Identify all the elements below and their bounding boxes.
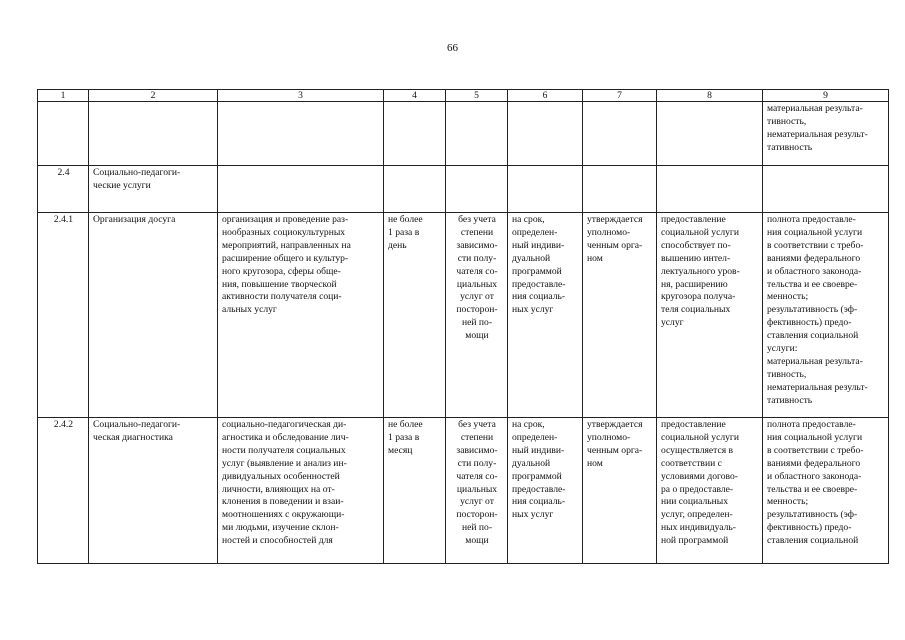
text-line: ческие услуги [93,179,151,191]
text-line: определен- [512,226,558,238]
text-line: ности получателя социальных [222,444,346,456]
text-line: ния социальной услуги [767,431,863,443]
text-line: услуги: [767,343,798,355]
text-line: дуальной [512,457,551,469]
conditions-cell [657,418,763,564]
conditions-cell [657,213,763,418]
text-line: полнота предоставле- [767,419,856,430]
text-line: активности получателя соци- [222,291,342,303]
service-name [89,213,218,418]
text-line: ческая диагностика [93,431,173,443]
table-row-2-4-1 [38,213,889,418]
text-line: материальная результа- [767,355,863,367]
text-line: личности, влияющих на от- [222,483,335,495]
text-line: фективность) предо- [767,522,852,534]
text-line: ном [587,457,603,469]
text-line: предоставле- [512,278,566,290]
text-line: циальных [456,278,498,290]
text-line: предоставление [661,419,726,430]
text-line: ния социаль- [512,496,566,508]
service-description [218,418,384,564]
text-line: месяц [388,444,413,456]
table-row-continuation [38,102,889,166]
text-line: предоставле- [512,483,566,495]
text-line: вышению интел- [661,252,731,264]
text-line: ставления социальной [767,535,859,547]
text-line: определен- [512,431,558,443]
text-line: в соответствии с требо- [767,239,864,251]
text-line: чателя со- [456,265,498,277]
text-line: без учета [458,419,496,430]
text-line: теля социальных [661,304,731,316]
indicators-cell [763,418,889,564]
text-line: ней по- [461,317,493,329]
text-line: организация и проведение раз- [222,214,349,225]
text-line: ной программой [661,535,729,547]
text-line: ных услуг [512,304,554,316]
text-line: на срок, [512,419,545,430]
text-line: и областного законода- [767,470,862,482]
service-description [218,213,384,418]
text-line: ня, расширению [661,278,728,290]
text-line: Социально-педагоги- [93,419,181,430]
text-line: результативность (эф- [767,509,858,521]
text-line: ных услуг [512,509,554,521]
text-line: не более [388,214,423,225]
term-cell [508,418,583,564]
text-line: не более [388,419,423,430]
text-line: 1 раза в [388,226,420,238]
text-line: зависимо- [456,239,498,251]
text-line: ваниями федерального [767,457,861,469]
text-line: ми людьми, изучение склон- [222,522,339,534]
text-line: дивидуальных особенностей [222,470,340,482]
column-header: 6 [508,90,583,102]
text-line: ставления социальной [767,330,859,342]
text-line: ней по- [461,522,493,534]
text-line: ченным орга- [587,444,643,456]
text-line: расширение общего и культур- [222,252,349,264]
text-line: мероприятий, направленных на [222,239,351,251]
column-header: 2 [89,90,218,102]
frequency-cell [384,418,446,564]
services-table [37,89,889,564]
text-line: чателя со- [456,470,498,482]
text-line: ния, повышение творческой [222,278,337,290]
text-line: нообразных социокультурных [222,226,346,238]
column-header: 7 [583,90,657,102]
text-line: день [388,239,407,251]
text-line: программой [512,265,562,277]
table-row-2-4-2 [38,418,889,564]
text-line: ного кругозора, сферы обще- [222,265,341,277]
row-number: 2.4.1 [38,213,89,418]
column-number-row [38,90,889,102]
text-line: ваниями федерального [767,252,861,264]
term-cell [508,213,583,418]
text-line: услуг, определен- [661,509,733,521]
text-line: в соответствии с требо- [767,444,864,456]
text-line: дуальной [512,252,551,264]
text-line: нематериальная результ- [767,381,868,393]
column-header: 5 [446,90,508,102]
column-header: 4 [384,90,446,102]
page-number: 66 [447,42,458,54]
text-line: предоставление [661,214,726,225]
column-header: 3 [218,90,384,102]
column-header: 1 [38,90,89,102]
service-name [89,166,218,213]
text-line: нии социальных [661,496,729,508]
frequency-cell [384,213,446,418]
text-line: полнота предоставле- [767,214,856,225]
text-line: моотношениях с окружающи- [222,509,345,521]
text-line: тельства и ее своевре- [767,483,858,495]
text-line: тивность, [767,368,807,380]
text-line: социальной услуги [661,431,740,443]
text-line: ченным орга- [587,239,643,251]
text-line: ный индиви- [512,444,565,456]
text-line: 1 раза в [388,431,420,443]
text-line: услуг [661,317,684,329]
text-line: ра о предоставле- [661,483,734,495]
text-line: менность; [767,291,809,303]
text-line: условиями догово- [661,470,738,482]
row-number: 2.4 [38,166,89,213]
text-line: нематериальная результ- [767,128,868,140]
row-number: 2.4.2 [38,418,89,564]
text-line: тативность [767,394,813,406]
text-line: соответствии с [661,457,722,469]
text-line: услуг (выявление и анализ ин- [222,457,347,469]
text-line: агностика и обследование лич- [222,431,349,443]
text-line: мощи [465,535,489,547]
text-line: тативность [767,141,813,153]
text-line: тельства и ее своевре- [767,278,858,290]
text-line: ных индивидуаль- [661,522,736,534]
text-line: клонения в поведении и взаи- [222,496,344,508]
text-line: результативность (эф- [767,304,858,316]
service-name [89,418,218,564]
text-line: менность; [767,496,809,508]
text-line: степени [460,431,494,443]
approval-cell [583,418,657,564]
text-line: ния социаль- [512,291,566,303]
text-line: Социально-педагоги- [93,167,181,178]
text-line: утверждается [587,214,643,225]
text-line: ном [587,252,603,264]
indicators-cell [763,102,889,166]
text-line: тивность, [767,115,807,127]
text-line: и областного законода- [767,265,862,277]
text-line: без учета [458,214,496,225]
text-line: материальная результа- [767,103,863,114]
text-line: ния социальной услуги [767,226,863,238]
column-header: 9 [763,90,889,102]
text-line: зависимо- [456,444,498,456]
text-line: альных услуг [222,304,277,316]
text-line: программой [512,470,562,482]
text-line: сти полу- [457,457,497,469]
text-line: социальной услуги [661,226,740,238]
text-line: Организация досуга [93,214,176,225]
column-header: 8 [657,90,763,102]
text-line: циальных [456,483,498,495]
text-line: осуществляется в [661,444,734,456]
text-line: ностей и способностей для [222,535,333,547]
text-line: уполномо- [587,431,631,443]
payment-cell [446,213,508,418]
payment-cell [446,418,508,564]
text-line: ный индиви- [512,239,565,251]
table-row-2-4 [38,166,889,213]
text-line: посторон- [456,509,498,521]
text-line: посторон- [456,304,498,316]
approval-cell [583,213,657,418]
text-line: услуг от [460,291,494,303]
text-line: на срок, [512,214,545,225]
text-line: кругозора получа- [661,291,736,303]
text-line: фективность) предо- [767,317,852,329]
text-line: степени [460,226,494,238]
text-line: мощи [465,330,489,342]
text-line: способствует по- [661,239,731,251]
text-line: сти полу- [457,252,497,264]
text-line: утверждается [587,419,643,430]
indicators-cell [763,213,889,418]
text-line: услуг от [460,496,494,508]
text-line: уполномо- [587,226,631,238]
text-line: лектуального уров- [661,265,740,277]
text-line: социально-педагогическая ди- [222,419,347,430]
